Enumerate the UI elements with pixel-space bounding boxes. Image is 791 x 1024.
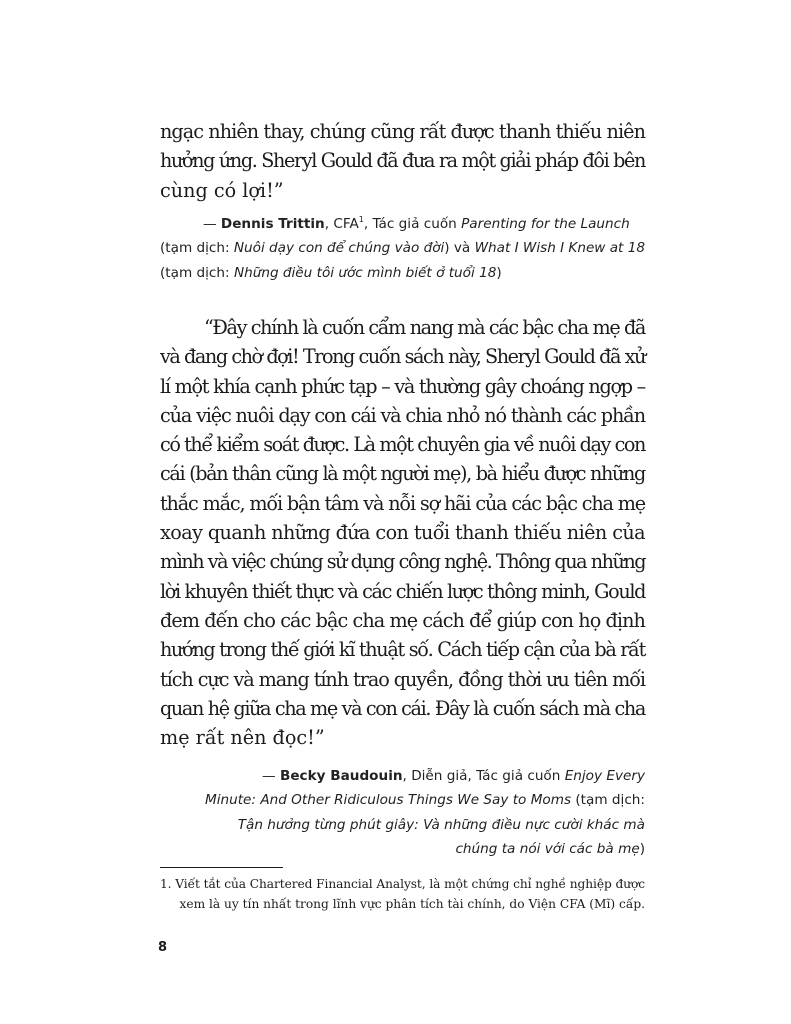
footnote-ref: 1 <box>358 215 364 224</box>
quote1-line: ngạc nhiên thay, chúng cũng rất được thanh thiếu niên <box>160 120 645 143</box>
quote1-line: hưởng ứng. Sheryl Gould đã đưa ra một giải pháp đôi bên <box>160 149 645 173</box>
quote2-line: và đang chờ đợi! Trong cuốn sách này, Sheryl Gould đã xử <box>160 345 645 369</box>
quote2-line: “Đây chính là cuốn cẩm nang mà các bậc cha mẹ đã <box>204 316 645 339</box>
book-title: Parenting for the Launch <box>461 216 630 232</box>
attribution2-line3: Tận hưởng từng phút giây: Và những điều nực cười khác mà <box>237 816 645 833</box>
quote2-line: tích cực và mang tính trao quyền, đồng thời ưu tiên mối <box>160 667 645 691</box>
attribution-dennis-trittin <box>160 212 645 285</box>
quote-continuation <box>160 117 645 205</box>
attribution1-line1: — Dennis Trittin, CFA$^1$, Tác giả cuốn Parenting for the Launch <box>203 215 630 232</box>
footnote-line: 1. Viết tắt của Chartered Financial Analyst, là một chứng chỉ nghề nghiệp được <box>160 877 645 891</box>
footnote-line: xem là uy tín nhất trong lĩnh vực phân tích tài chính, do Viện CFA (Mĩ) cấp. <box>179 897 645 911</box>
book-title: Minute: And Other Ridiculous Things We Say to Moms <box>204 792 572 809</box>
attribution-becky-baudouin <box>160 764 645 861</box>
attribution2-line1: — Becky Baudouin, Diễn giả, Tác giả cuốn Enjoy Every <box>262 768 645 784</box>
quote2-line: lí một khía cạnh phức tạp – và thường gây choáng ngợp – <box>160 374 645 398</box>
quote2-line: có thể kiểm soát được. Là một chuyên gia về nuôi dạy con <box>160 433 645 457</box>
book-title: Enjoy Every <box>564 768 645 784</box>
quote2-line: hướng trong thế giới kĩ thuật số. Cách tiếp cận của bà rất <box>160 638 645 662</box>
quote2-line: của việc nuôi dạy con cái và chia nhỏ nó thành các phần <box>160 403 645 427</box>
quote2-line: mẹ rất nên đọc!” <box>160 726 325 750</box>
quote2-line: lời khuyên thiết thực và các chiến lược thông minh, Gould <box>160 579 645 603</box>
quote1-line: cùng có lợi!” <box>160 178 284 202</box>
book-title: What I Wish I Knew at 18 <box>474 240 645 257</box>
quote2-line: mình và việc chúng sử dụng công nghệ. Thông qua những <box>160 550 645 574</box>
footnote-divider <box>160 867 283 868</box>
attribution1-line3: (tạm dịch: Những điều tôi ước mình biết ở tuổi 18) <box>160 264 502 281</box>
footnote <box>160 874 645 914</box>
quote-becky-baudouin <box>160 313 645 752</box>
quote2-line: quan hệ giữa cha mẹ và con cái. Đây là cuốn sách mà cha <box>160 696 645 720</box>
attribution2-line4: chúng ta nói với các bà mẹ) <box>455 840 645 857</box>
quote2-line: thắc mắc, mối bận tâm và nỗi sợ hãi của các bậc cha mẹ <box>160 491 645 515</box>
attribution1-line2: (tạm dịch: Nuôi dạy con để chúng vào đời) và What I Wish I Knew at 18 <box>160 240 645 257</box>
author-name: Dennis Trittin <box>220 216 325 232</box>
attribution2-line2: Minute: And Other Ridiculous Things We Say to Moms (tạm dịch: <box>204 792 645 809</box>
author-name: Becky Baudouin <box>279 768 403 784</box>
page-number: 8 <box>158 940 168 955</box>
quote2-line: xoay quanh những đứa con tuổi thanh thiếu niên của <box>160 521 645 545</box>
quote2-line: cái (bản thân cũng là một người mẹ), bà hiểu được những <box>160 462 645 486</box>
quote2-line: đem đến cho các bậc cha mẹ cách để giúp con họ định <box>160 608 645 632</box>
